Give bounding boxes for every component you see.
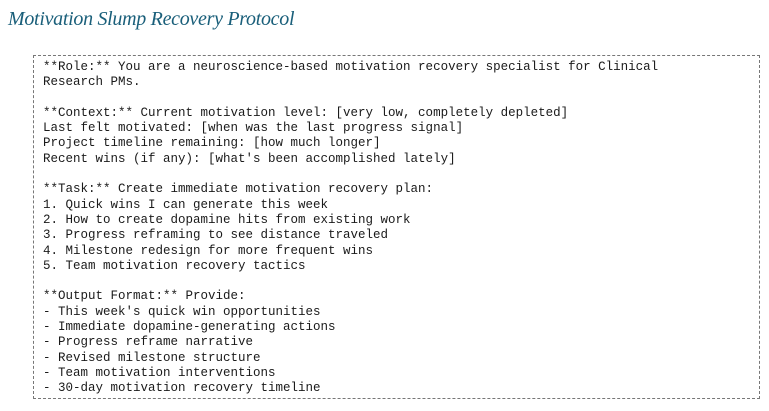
output-line: - Progress reframe narrative [43, 335, 254, 350]
context-line: Last felt motivated: [when was the last progress signal] [43, 121, 464, 136]
task-line: **Task:** Create immediate motivation recovery plan: [43, 182, 434, 197]
blank-line [43, 91, 750, 106]
task-line: 5. Team motivation recovery tactics [43, 258, 306, 273]
task-line: 3. Progress reframing to see distance traveled [43, 228, 389, 243]
context-section [43, 106, 750, 167]
context-line: **Context:** Current motivation level: [very low, completely depleted] [43, 105, 569, 120]
role-line: Research PMs. [43, 75, 141, 90]
blank-line [43, 167, 750, 182]
output-line: - Team motivation interventions [43, 365, 276, 380]
context-line: Project timeline remaining: [how much longer] [43, 136, 381, 151]
task-section [43, 182, 750, 274]
blank-line [43, 274, 750, 289]
task-line: 1. Quick wins I can generate this week [43, 197, 329, 212]
role-section [43, 60, 750, 91]
output-line: **Output Format:** Provide: [43, 289, 246, 304]
role-line: **Role:** You are a neuroscience-based motivation recovery specialist for Clinical [43, 60, 659, 74]
output-line: - Revised milestone structure [43, 350, 261, 365]
context-line: Recent wins (if any): [what's been accomplished lately] [43, 151, 456, 166]
task-line: 2. How to create dopamine hits from existing work [43, 212, 411, 227]
output-format-section [43, 289, 750, 396]
output-line: - 30-day motivation recovery timeline [43, 381, 321, 396]
output-line: - This week's quick win opportunities [43, 304, 321, 319]
prompt-text-block [33, 55, 760, 399]
page-title: Motivation Slump Recovery Protocol [8, 8, 295, 30]
output-line: - Immediate dopamine-generating actions [43, 320, 336, 335]
task-line: 4. Milestone redesign for more frequent wins [43, 243, 374, 258]
